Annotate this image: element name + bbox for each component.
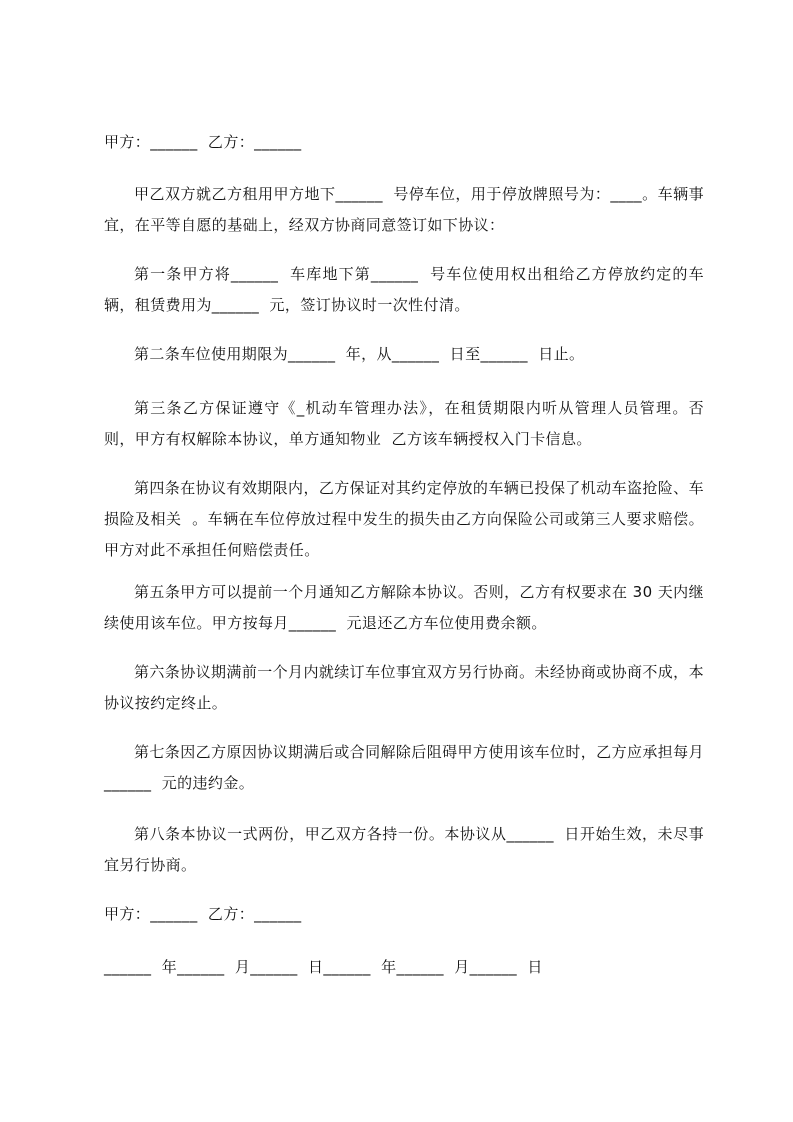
article-6: 第六条协议期满前一个月内就续订车位事宜双方另行协商。未经协商或协商不成，本协议按约定终止。 (104, 663, 704, 712)
footer-dates: ______ 年______ 月______ 日______ 年______ 月______ 日 (104, 958, 543, 976)
header-parties: 甲方：______ 乙方：______ (104, 133, 302, 151)
article-5: 第五条甲方可以提前一个月通知乙方解除本协议。否则，乙方有权要求在 30 天内继续使用该车位。甲方按每月______ 元退还乙方车位使用费余额。 (104, 583, 704, 632)
intro-paragraph: 甲乙双方就乙方租用甲方地下______ 号停车位，用于停放牌照号为：____。车辆事宜，在平等自愿的基础上，经双方协商同意签订如下协议： (104, 185, 704, 234)
article-8: 第八条本协议一式两份，甲乙双方各持一份。本协议从______ 日开始生效，未尽事宜另行协商。 (104, 825, 704, 874)
article-2: 第二条车位使用期限为______ 年，从______ 日至______ 日止。 (134, 345, 585, 363)
article-4: 第四条在协议有效期限内，乙方保证对其约定停放的车辆已投保了机动车盗抢险、车损险及相关 。车辆在车位停放过程中发生的损失由乙方向保险公司或第三人要求赔偿。甲方对此不承担任何赔偿责任。 (104, 479, 704, 559)
article-1: 第一条甲方将______ 车库地下第______ 号车位使用权出租给乙方停放约定的车辆，租赁费用为______ 元，签订协议时一次性付清。 (104, 265, 704, 314)
article-7: 第七条因乙方原因协议期满后或合同解除后阻碍甲方使用该车位时，乙方应承担每月______ 元的违约金。 (104, 743, 704, 792)
footer-parties: 甲方：______ 乙方：______ (104, 905, 302, 923)
article-3: 第三条乙方保证遵守《_机动车管理办法》，在租赁期限内听从管理人员管理。否则，甲方有权解除本协议，单方通知物业 乙方该车辆授权入门卡信息。 (104, 399, 704, 448)
